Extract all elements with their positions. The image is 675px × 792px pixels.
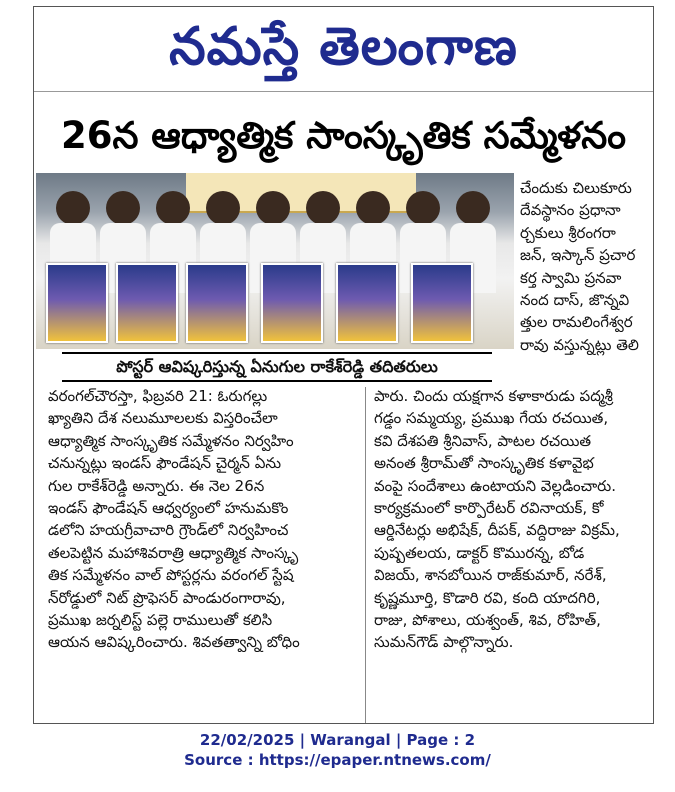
photo-poster (186, 263, 248, 343)
photo-poster (336, 263, 398, 343)
source-link[interactable]: Source : https://epaper.ntnews.com/ (184, 751, 491, 769)
photo-person (456, 191, 490, 225)
masthead: నమస్తే తెలంగాణ (169, 17, 518, 77)
photo-person (206, 191, 240, 225)
photo-person (56, 191, 90, 225)
edition-info: 22/02/2025 | Warangal | Page : 2 (199, 731, 476, 749)
news-photo (36, 173, 514, 349)
photo-person (256, 191, 290, 225)
photo-person (156, 191, 190, 225)
article-text-left: వరంగల్‌చౌరస్తా, ఫిబ్రవరి 21: ఓరుగల్లు ఖ్యాతిని దేశ నలుమూలలకు విస్తరించేలా ఆధ్యాత్మిక సాంస్కృతిక సమ్మేళనం నిర్వహిం చనున్నట్లు ఇండస్ ఫౌండేషన్ చైర్మన్ ఏను గుల రాకేశ్‌రెడ్డి అన్నారు. ఈ నెల 26న ఇండస్ ఫౌండేషన్ ఆధ్వర్యంలో హనుమకొం డలోని హయగ్రీవాచారి గ్రౌండ్‌లో నిర్వహించ తలపెట్టిన మహాశివరాత్రి ఆధ్యాత్మిక సాంస్కృ తిక సమ్మేళనం వాల్ పోస్టర్లను వరంగల్ స్టేష న్‌రోడ్డులో నిట్ ప్రొఫెసర్ పాండురంగారావు, ప్రముఖ జర్నలిస్ట్ పల్లె రాములుతో కలిసి ఆయన ఆవిష్కరించారు. శివతత్వాన్ని బోధిం (48, 387, 300, 652)
headline: 26న ఆధ్యాత్మిక సాంస్కృతిక సమ్మేళనం (60, 114, 627, 157)
masthead-divider (34, 91, 653, 92)
photo-poster (411, 263, 473, 343)
photo-person (406, 191, 440, 225)
column-divider (365, 387, 366, 723)
photo-person (356, 191, 390, 225)
photo-person (106, 191, 140, 225)
article-text-right-top: చేందుకు చిలుకూరు దేవస్థానం ప్రధానా ర్చకులు శ్రీరంగరా జన్, ఇస్కాన్ ప్రచార కర్త స్వామి ప్రనవా నంద దాస్, జొన్నవి త్తుల రామలింగేశ్వర రావు వస్తున్నట్లు తెలి (520, 179, 639, 354)
photo-caption: పోస్టర్ ఆవిష్కరిస్తున్న ఏనుగుల రాకేశ్‌రెడ్డి తదితరులు (62, 352, 492, 382)
photo-poster (261, 263, 323, 343)
newspaper-clipping (33, 6, 654, 724)
article-text-right: పారు. చిందు యక్షగాన కళాకారుడు పద్మశ్రీ గడ్డం సమ్మయ్య, ప్రముఖ గేయ రచయిత, కవి దేశపతి శ్రీనివాస్, పాటల రచయిత అనంత శ్రీరామ్‌తో సాంస్కృతిక కళావైభ వంపై సందేశాలు ఉంటాయని వెల్లడించారు. కార్యక్రమంలో కార్పొరేటర్ రవినాయక్, కో ఆర్డినేటర్లు అభిషేక్, దీపక్, వద్దిరాజు విక్రమ్, పుష్పతలయ, డాక్టర్ కొమురన్న, బోడ విజయ్, శానబోయిన రాజ్‌కుమార్, నరేశ్, కృష్ణమూర్తి, కొడారి రవి, కంది యాదగిరి, రాజు, పోశాలు, యశ్వంత్, శివ, రోహిత్, సుమన్‌గౌడ్ పాల్గొన్నారు. (374, 387, 620, 652)
photo-person (306, 191, 340, 225)
photo-poster (116, 263, 178, 343)
photo-poster (46, 263, 108, 343)
